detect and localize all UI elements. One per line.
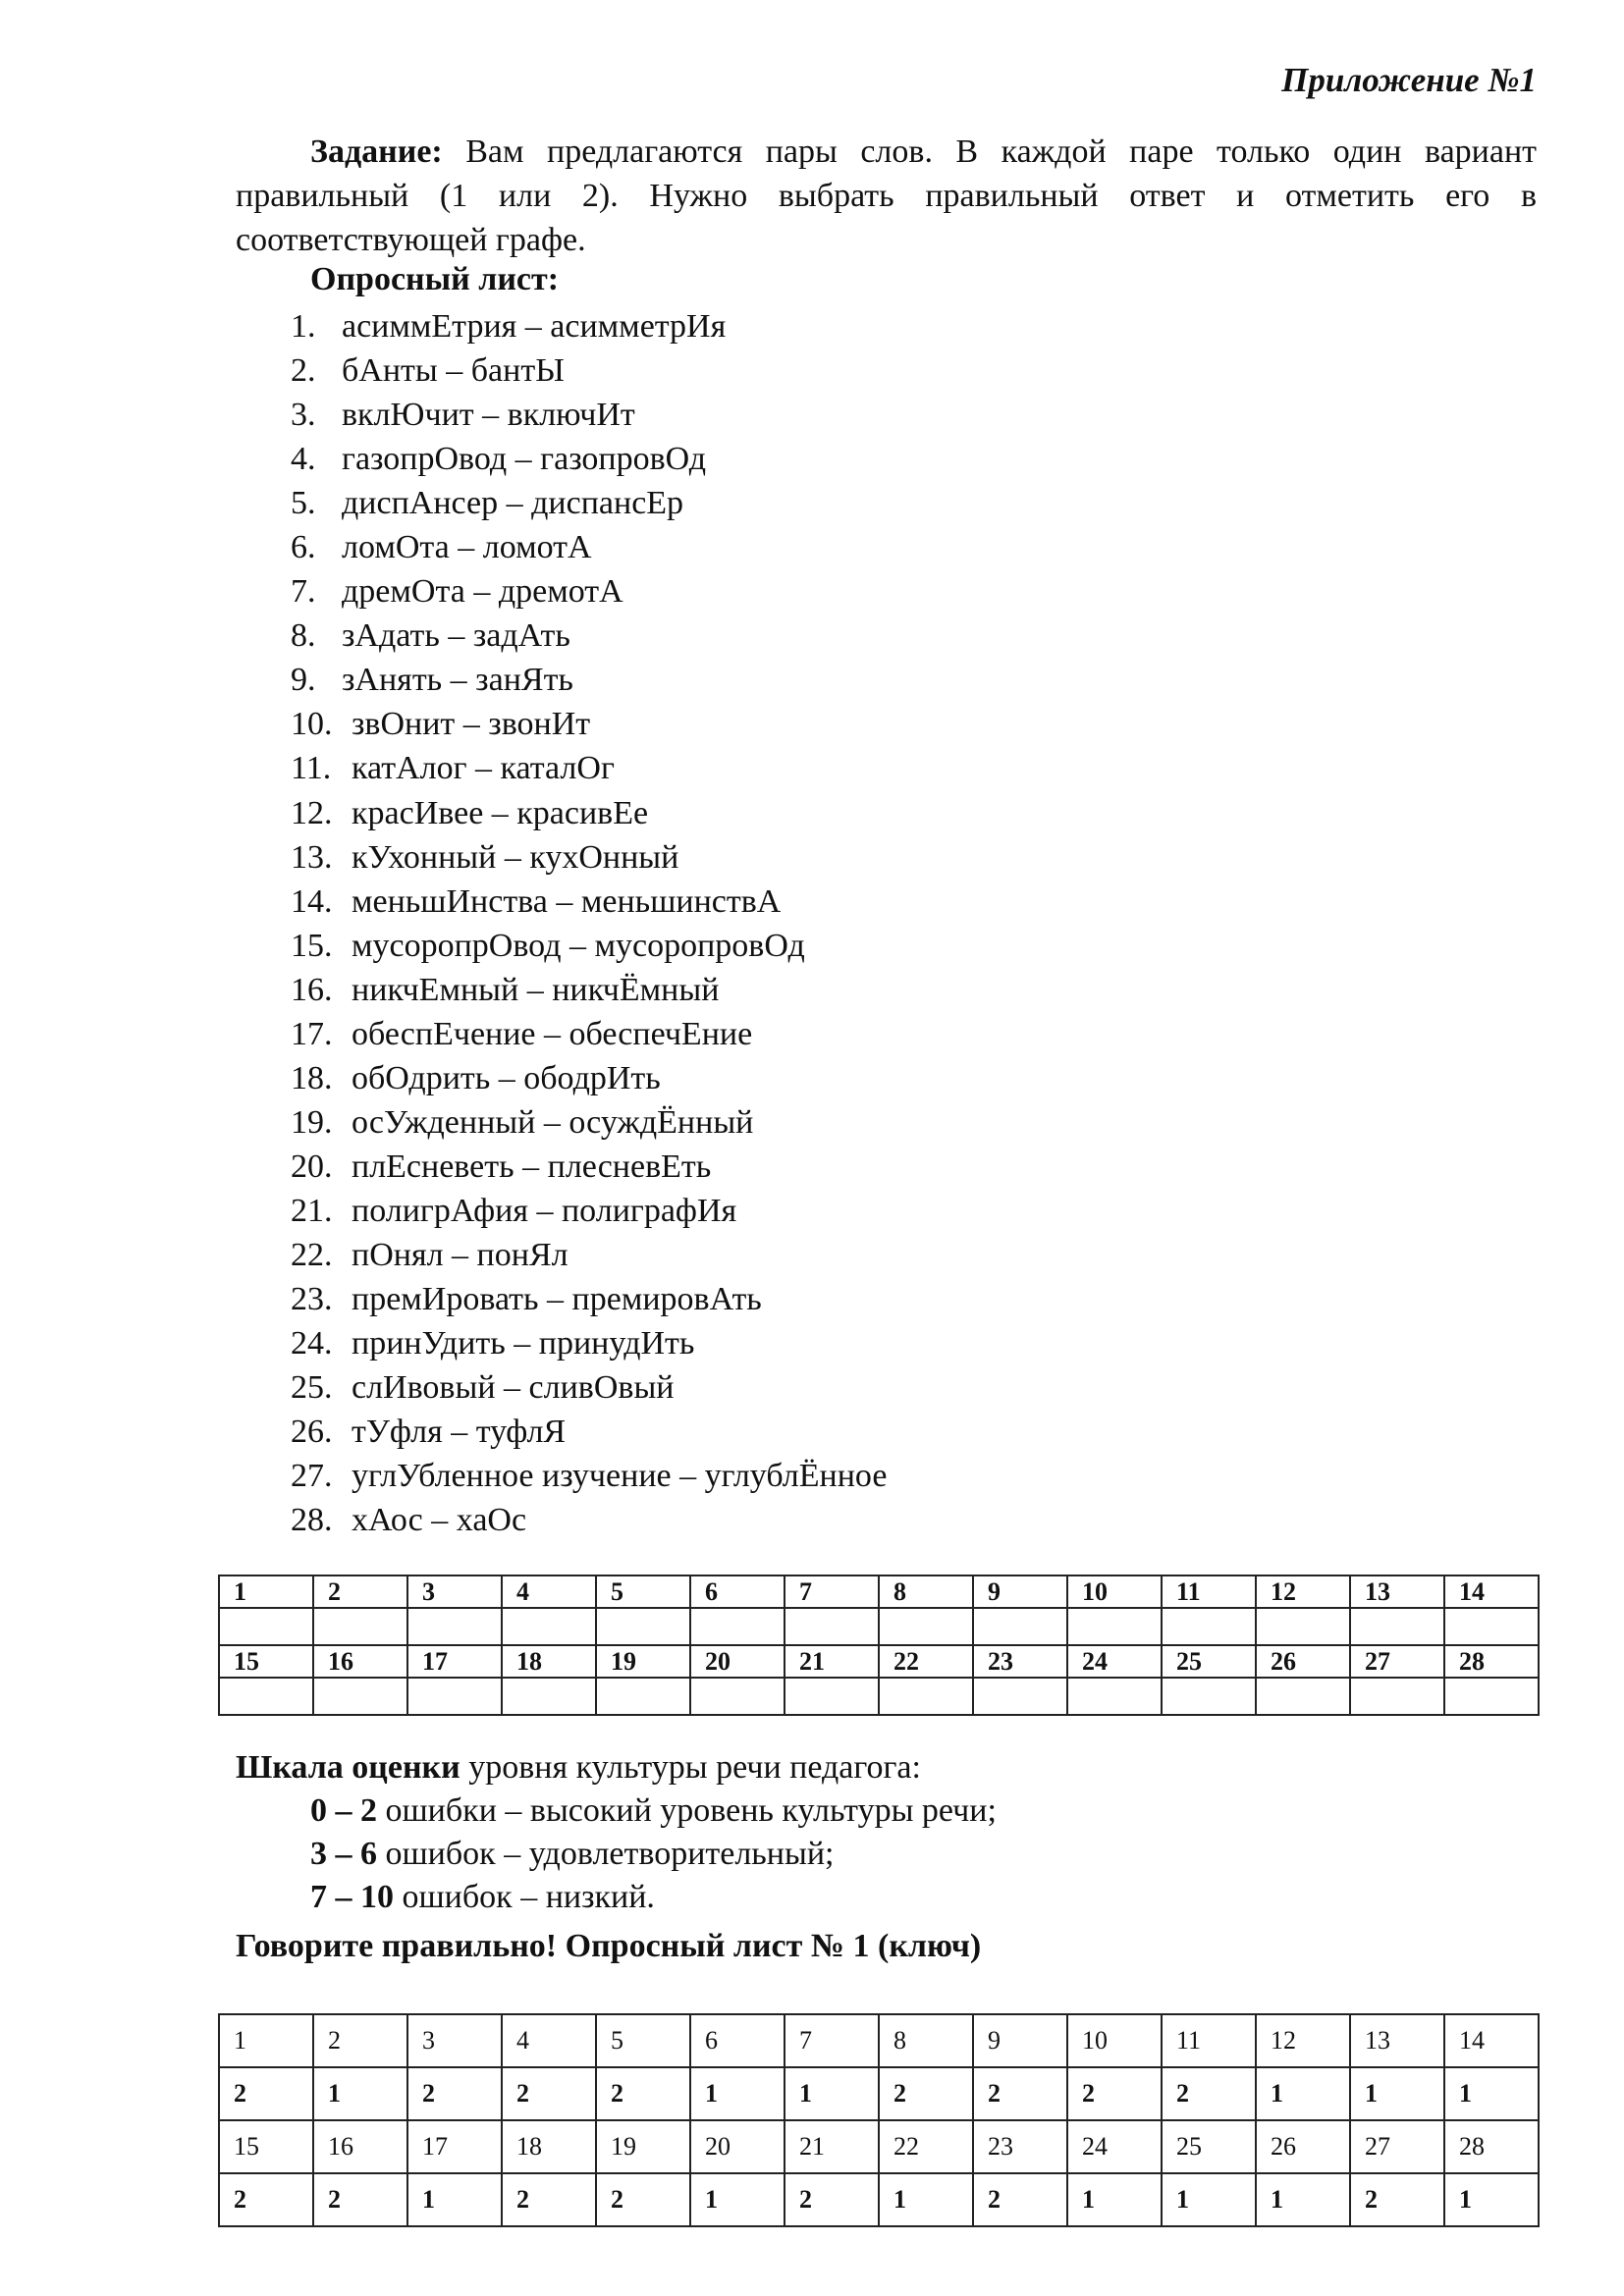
key-number-cell: 13 bbox=[1350, 2014, 1444, 2067]
answer-cell[interactable] bbox=[1162, 1608, 1256, 1645]
answer-cell[interactable] bbox=[313, 1678, 407, 1715]
question-number: 7. bbox=[291, 573, 316, 611]
key-number-cell: 21 bbox=[785, 2120, 879, 2173]
table-row bbox=[219, 1645, 1539, 1678]
answer-number-cell: 7 bbox=[785, 1575, 879, 1608]
question-number: 17. bbox=[291, 1015, 333, 1052]
answer-number-cell: 11 bbox=[1162, 1575, 1256, 1608]
question-item bbox=[291, 880, 887, 924]
key-value-cell: 2 bbox=[1162, 2067, 1256, 2120]
answer-cell[interactable] bbox=[785, 1678, 879, 1715]
key-number-cell: 9 bbox=[973, 2014, 1067, 2067]
answer-number-cell: 20 bbox=[690, 1645, 785, 1678]
question-number: 26. bbox=[291, 1414, 333, 1451]
question-text: полигрАфия – полиграфИя bbox=[352, 1192, 737, 1229]
answer-cell[interactable] bbox=[879, 1678, 973, 1715]
key-value-cell: 1 bbox=[1256, 2173, 1350, 2226]
scale-text: ошибок – низкий. bbox=[402, 1879, 655, 1915]
key-number-cell: 15 bbox=[219, 2120, 313, 2173]
question-item bbox=[291, 1321, 887, 1365]
question-item bbox=[291, 393, 887, 437]
answer-cell[interactable] bbox=[1350, 1678, 1444, 1715]
key-value-cell: 1 bbox=[1256, 2067, 1350, 2120]
question-number: 4. bbox=[291, 441, 316, 478]
key-number-cell: 17 bbox=[407, 2120, 502, 2173]
question-item bbox=[291, 304, 887, 348]
key-title: Говорите правильно! Опросный лист № 1 (ключ) bbox=[236, 1928, 982, 1964]
question-text: звОнит – звонИт bbox=[352, 706, 591, 743]
key-number-cell: 19 bbox=[596, 2120, 690, 2173]
question-item bbox=[291, 1498, 887, 1542]
key-number-cell: 5 bbox=[596, 2014, 690, 2067]
key-value-cell: 2 bbox=[407, 2067, 502, 2120]
question-number: 10. bbox=[291, 706, 333, 743]
answer-cell[interactable] bbox=[879, 1608, 973, 1645]
question-item bbox=[291, 791, 887, 835]
question-number: 12. bbox=[291, 794, 333, 831]
answer-cell[interactable] bbox=[596, 1608, 690, 1645]
key-number-cell: 18 bbox=[502, 2120, 596, 2173]
key-number-cell: 23 bbox=[973, 2120, 1067, 2173]
answer-cell[interactable] bbox=[1162, 1678, 1256, 1715]
answer-table bbox=[218, 1575, 1540, 1716]
answer-number-cell: 3 bbox=[407, 1575, 502, 1608]
question-text: хАос – хаОс bbox=[352, 1502, 527, 1539]
key-value-cell: 1 bbox=[690, 2173, 785, 2226]
question-item bbox=[291, 1233, 887, 1277]
question-number: 13. bbox=[291, 838, 333, 876]
question-item bbox=[291, 437, 887, 481]
answer-number-cell: 10 bbox=[1067, 1575, 1162, 1608]
appendix-title: Приложение №1 bbox=[1281, 61, 1537, 99]
scale-range: 0 – 2 bbox=[310, 1792, 377, 1829]
key-value-cell: 2 bbox=[596, 2173, 690, 2226]
key-value-cell: 2 bbox=[973, 2173, 1067, 2226]
question-item bbox=[291, 569, 887, 614]
scale-range: 7 – 10 bbox=[310, 1879, 394, 1915]
question-item bbox=[291, 1277, 887, 1321]
question-number: 9. bbox=[291, 662, 316, 699]
key-value-cell: 1 bbox=[785, 2067, 879, 2120]
question-text: диспАнсер – диспансЕр bbox=[342, 485, 684, 522]
answer-number-cell: 4 bbox=[502, 1575, 596, 1608]
question-item bbox=[291, 968, 887, 1012]
key-number-cell: 8 bbox=[879, 2014, 973, 2067]
question-number: 18. bbox=[291, 1059, 333, 1096]
question-text: зАдать – задАть bbox=[342, 617, 570, 655]
question-item bbox=[291, 1454, 887, 1498]
key-value-cell: 2 bbox=[879, 2067, 973, 2120]
answer-number-cell: 26 bbox=[1256, 1645, 1350, 1678]
question-text: бАнты – бантЫ bbox=[342, 352, 565, 390]
answer-cell[interactable] bbox=[785, 1608, 879, 1645]
key-number-cell: 7 bbox=[785, 2014, 879, 2067]
question-text: вклЮчит – включИт bbox=[342, 397, 635, 434]
key-value-cell: 1 bbox=[1350, 2067, 1444, 2120]
key-value-cell: 1 bbox=[1444, 2067, 1539, 2120]
question-text: ломОта – ломотА bbox=[342, 529, 592, 566]
table-row bbox=[219, 2067, 1539, 2120]
question-text: зАнять – занЯть bbox=[342, 662, 573, 699]
question-number: 2. bbox=[291, 352, 316, 390]
key-number-cell: 4 bbox=[502, 2014, 596, 2067]
scale-line bbox=[310, 1792, 997, 1830]
question-text: обеспЕчение – обеспечЕние bbox=[352, 1015, 753, 1052]
key-number-cell: 11 bbox=[1162, 2014, 1256, 2067]
key-value-cell: 1 bbox=[879, 2173, 973, 2226]
answer-cell[interactable] bbox=[690, 1608, 785, 1645]
key-value-cell: 1 bbox=[313, 2067, 407, 2120]
question-item bbox=[291, 746, 887, 790]
key-value-cell: 2 bbox=[502, 2173, 596, 2226]
key-number-cell: 10 bbox=[1067, 2014, 1162, 2067]
answer-cell[interactable] bbox=[313, 1608, 407, 1645]
answer-number-cell: 12 bbox=[1256, 1575, 1350, 1608]
question-item bbox=[291, 614, 887, 658]
question-number: 27. bbox=[291, 1458, 333, 1495]
table-row bbox=[219, 2173, 1539, 2226]
question-item bbox=[291, 835, 887, 880]
question-number: 3. bbox=[291, 397, 316, 434]
question-text: дремОта – дремотА bbox=[342, 573, 623, 611]
key-number-cell: 24 bbox=[1067, 2120, 1162, 2173]
answer-cell[interactable] bbox=[407, 1608, 502, 1645]
answer-cell[interactable] bbox=[407, 1678, 502, 1715]
answer-number-cell: 21 bbox=[785, 1645, 879, 1678]
question-number: 21. bbox=[291, 1192, 333, 1229]
answer-number-cell: 9 bbox=[973, 1575, 1067, 1608]
answer-cell[interactable] bbox=[690, 1678, 785, 1715]
task-paragraph bbox=[236, 130, 1537, 262]
answer-cell[interactable] bbox=[219, 1608, 313, 1645]
key-number-cell: 12 bbox=[1256, 2014, 1350, 2067]
key-value-cell: 1 bbox=[407, 2173, 502, 2226]
question-item bbox=[291, 1100, 887, 1145]
question-number: 24. bbox=[291, 1325, 333, 1362]
table-row bbox=[219, 2014, 1539, 2067]
question-text: асиммЕтрия – асимметрИя bbox=[342, 308, 727, 345]
question-text: меньшИнства – меньшинствА bbox=[352, 882, 782, 920]
key-value-cell: 1 bbox=[1067, 2173, 1162, 2226]
task-label: Задание: bbox=[310, 133, 443, 170]
answer-cell[interactable] bbox=[1256, 1608, 1350, 1645]
key-number-cell: 20 bbox=[690, 2120, 785, 2173]
key-number-cell: 28 bbox=[1444, 2120, 1539, 2173]
answer-number-cell: 22 bbox=[879, 1645, 973, 1678]
question-number: 16. bbox=[291, 971, 333, 1008]
question-item bbox=[291, 702, 887, 746]
question-item bbox=[291, 481, 887, 525]
answer-number-cell: 14 bbox=[1444, 1575, 1539, 1608]
key-value-cell: 1 bbox=[690, 2067, 785, 2120]
answer-number-cell: 17 bbox=[407, 1645, 502, 1678]
question-item bbox=[291, 1145, 887, 1189]
question-item bbox=[291, 1365, 887, 1410]
answer-number-cell: 5 bbox=[596, 1575, 690, 1608]
question-item bbox=[291, 1189, 887, 1233]
question-number: 23. bbox=[291, 1281, 333, 1318]
question-number: 6. bbox=[291, 529, 316, 566]
answer-number-cell: 2 bbox=[313, 1575, 407, 1608]
question-item bbox=[291, 348, 887, 393]
table-row bbox=[219, 1608, 1539, 1645]
answer-number-cell: 13 bbox=[1350, 1575, 1444, 1608]
question-number: 25. bbox=[291, 1369, 333, 1407]
key-value-cell: 1 bbox=[1162, 2173, 1256, 2226]
key-value-cell: 2 bbox=[973, 2067, 1067, 2120]
question-text: красИвее – красивЕе bbox=[352, 794, 649, 831]
scale-title-bold: Шкала оценки bbox=[236, 1749, 460, 1786]
answer-number-cell: 28 bbox=[1444, 1645, 1539, 1678]
answer-number-cell: 27 bbox=[1350, 1645, 1444, 1678]
scale-title bbox=[236, 1749, 921, 1787]
answer-number-cell: 23 bbox=[973, 1645, 1067, 1678]
scale-line bbox=[310, 1836, 835, 1873]
answer-cell[interactable] bbox=[1350, 1608, 1444, 1645]
answer-number-cell: 19 bbox=[596, 1645, 690, 1678]
question-item bbox=[291, 1056, 887, 1100]
question-item bbox=[291, 525, 887, 569]
question-text: катАлог – каталОг bbox=[352, 750, 615, 787]
question-text: мусоропрОвод – мусоропровОд bbox=[352, 927, 805, 964]
question-text: осУжденный – осуждЁнный bbox=[352, 1103, 754, 1141]
key-number-cell: 22 bbox=[879, 2120, 973, 2173]
answer-cell[interactable] bbox=[973, 1608, 1067, 1645]
question-text: газопрОвод – газопровОд bbox=[342, 441, 707, 478]
key-value-cell: 1 bbox=[1444, 2173, 1539, 2226]
answer-cell[interactable] bbox=[1067, 1678, 1162, 1715]
key-number-cell: 25 bbox=[1162, 2120, 1256, 2173]
question-text: кУхонный – кухОнный bbox=[352, 838, 679, 876]
task-text: Вам предлагаются пары слов. В каждой паре только один вариант правильный (1 или 2). Нужно выбрать правильный ответ и отметить его в соответствующей графе. bbox=[236, 133, 1537, 258]
key-value-cell: 2 bbox=[1067, 2067, 1162, 2120]
scale-line bbox=[310, 1879, 655, 1916]
question-text: обОдрить – ободрИть bbox=[352, 1059, 661, 1096]
question-number: 14. bbox=[291, 882, 333, 920]
question-item bbox=[291, 1012, 887, 1056]
question-text: принУдить – принудИть bbox=[352, 1325, 695, 1362]
answer-cell[interactable] bbox=[1444, 1608, 1539, 1645]
answer-number-cell: 25 bbox=[1162, 1645, 1256, 1678]
answer-number-cell: 8 bbox=[879, 1575, 973, 1608]
question-number: 8. bbox=[291, 617, 316, 655]
key-value-cell: 2 bbox=[502, 2067, 596, 2120]
key-table bbox=[218, 2013, 1540, 2227]
table-row bbox=[219, 2120, 1539, 2173]
question-number: 11. bbox=[291, 750, 332, 787]
question-item bbox=[291, 658, 887, 702]
question-number: 19. bbox=[291, 1103, 333, 1141]
answer-number-cell: 18 bbox=[502, 1645, 596, 1678]
key-number-cell: 27 bbox=[1350, 2120, 1444, 2173]
question-number: 15. bbox=[291, 927, 333, 964]
scale-title-rest: уровня культуры речи педагога: bbox=[468, 1749, 921, 1786]
key-value-cell: 2 bbox=[596, 2067, 690, 2120]
answer-cell[interactable] bbox=[1067, 1608, 1162, 1645]
key-value-cell: 2 bbox=[313, 2173, 407, 2226]
question-text: слИвовый – сливОвый bbox=[352, 1369, 675, 1407]
answer-cell[interactable] bbox=[502, 1678, 596, 1715]
answer-cell[interactable] bbox=[973, 1678, 1067, 1715]
scale-text: ошибок – удовлетворительный; bbox=[385, 1836, 835, 1872]
key-value-cell: 2 bbox=[219, 2173, 313, 2226]
key-number-cell: 1 bbox=[219, 2014, 313, 2067]
question-number: 1. bbox=[291, 308, 316, 345]
question-text: тУфля – туфлЯ bbox=[352, 1414, 567, 1451]
question-number: 5. bbox=[291, 485, 316, 522]
key-value-cell: 2 bbox=[1350, 2173, 1444, 2226]
question-item bbox=[291, 924, 887, 968]
question-number: 20. bbox=[291, 1148, 333, 1185]
key-number-cell: 2 bbox=[313, 2014, 407, 2067]
answer-cell[interactable] bbox=[219, 1678, 313, 1715]
key-number-cell: 16 bbox=[313, 2120, 407, 2173]
question-text: углУбленное изучение – углублЁнное bbox=[352, 1458, 888, 1495]
key-number-cell: 6 bbox=[690, 2014, 785, 2067]
question-text: плЕсневеть – плесневЕть bbox=[352, 1148, 712, 1185]
answer-cell[interactable] bbox=[596, 1678, 690, 1715]
key-value-cell: 2 bbox=[219, 2067, 313, 2120]
answer-number-cell: 16 bbox=[313, 1645, 407, 1678]
answer-number-cell: 6 bbox=[690, 1575, 785, 1608]
question-text: пОнял – понЯл bbox=[352, 1236, 568, 1273]
question-list bbox=[291, 304, 887, 1542]
question-text: никчЕмный – никчЁмный bbox=[352, 971, 720, 1008]
scale-range: 3 – 6 bbox=[310, 1836, 377, 1872]
question-number: 28. bbox=[291, 1502, 333, 1539]
answer-cell[interactable] bbox=[502, 1608, 596, 1645]
answer-number-cell: 24 bbox=[1067, 1645, 1162, 1678]
answer-cell[interactable] bbox=[1444, 1678, 1539, 1715]
table-row bbox=[219, 1678, 1539, 1715]
key-number-cell: 14 bbox=[1444, 2014, 1539, 2067]
key-value-cell: 2 bbox=[785, 2173, 879, 2226]
answer-cell[interactable] bbox=[1256, 1678, 1350, 1715]
scale-text: ошибки – высокий уровень культуры речи; bbox=[385, 1792, 997, 1829]
question-item bbox=[291, 1410, 887, 1454]
key-number-cell: 26 bbox=[1256, 2120, 1350, 2173]
question-number: 22. bbox=[291, 1236, 333, 1273]
answer-number-cell: 1 bbox=[219, 1575, 313, 1608]
sheet-title: Опросный лист: bbox=[310, 261, 560, 297]
key-number-cell: 3 bbox=[407, 2014, 502, 2067]
table-row bbox=[219, 1575, 1539, 1608]
question-text: премИровать – премировАть bbox=[352, 1281, 762, 1318]
answer-number-cell: 15 bbox=[219, 1645, 313, 1678]
